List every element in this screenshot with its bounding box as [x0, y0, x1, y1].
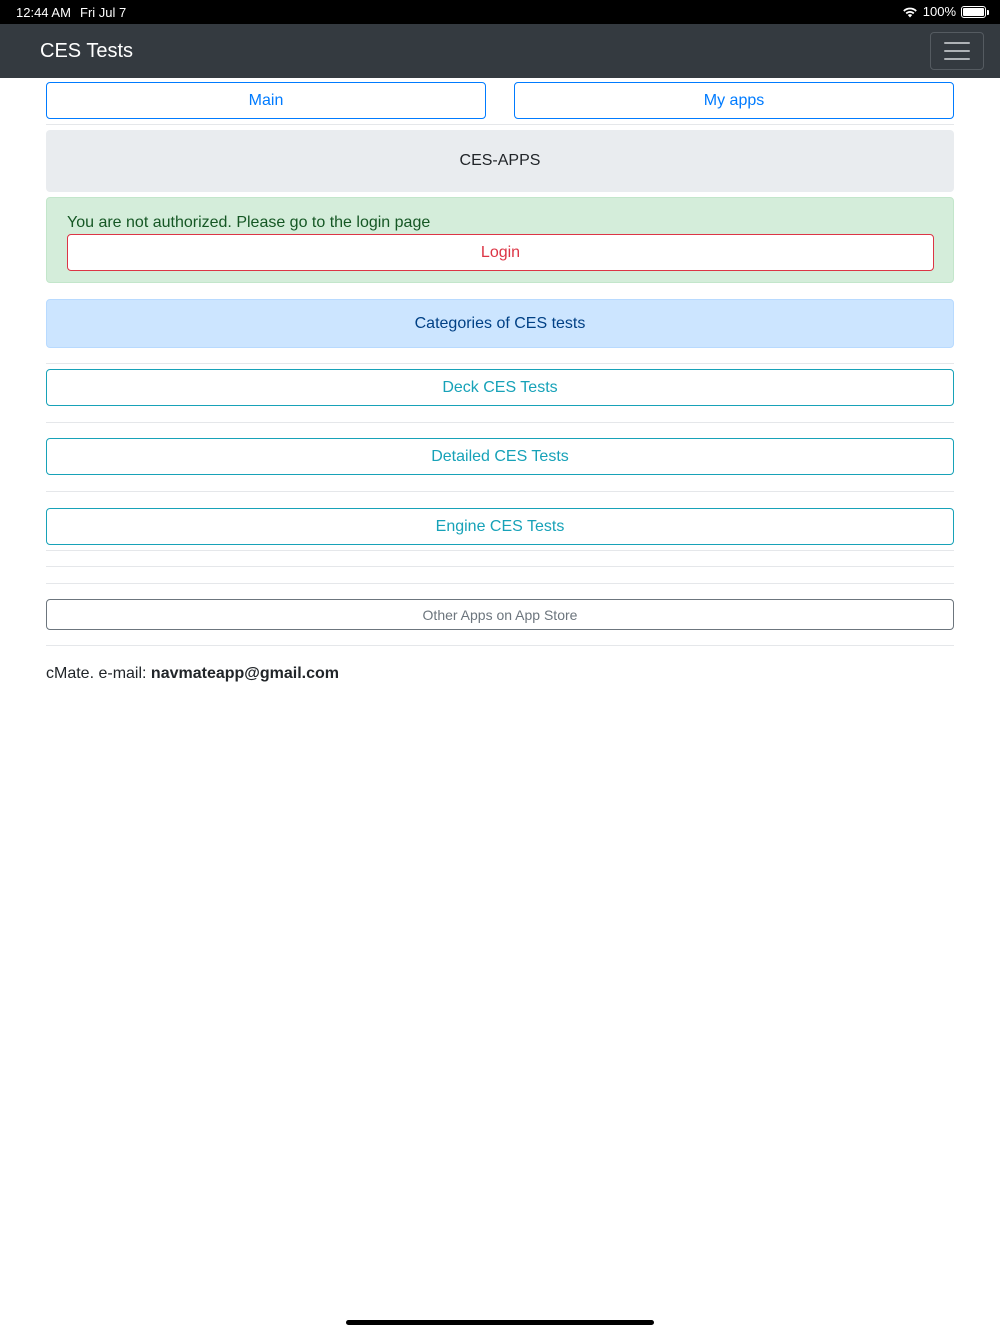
battery-percent: 100% — [922, 4, 956, 19]
footer-prefix: cMate. e-mail: — [46, 665, 151, 682]
detailed-ces-tests-button[interactable]: Detailed CES Tests — [46, 438, 954, 475]
divider — [46, 566, 954, 567]
status-date: Fri Jul 7 — [80, 5, 127, 20]
divider — [46, 363, 954, 364]
hamburger-line — [944, 42, 970, 44]
page-title: CES-APPS — [46, 130, 954, 192]
status-time: 12:44 AM — [16, 5, 71, 20]
hamburger-line — [944, 58, 970, 60]
login-button[interactable]: Login — [67, 234, 934, 271]
divider — [46, 124, 954, 125]
navbar-brand[interactable]: CES Tests — [40, 40, 133, 62]
divider — [46, 583, 954, 584]
other-apps-button[interactable]: Other Apps on App Store — [46, 599, 954, 630]
battery-fill — [963, 8, 984, 16]
auth-alert — [46, 197, 954, 283]
divider — [46, 422, 954, 423]
status-bar — [0, 0, 1000, 24]
my-apps-button[interactable]: My apps — [514, 82, 954, 119]
divider — [46, 645, 954, 646]
hamburger-icon[interactable] — [930, 32, 984, 70]
auth-alert-message: You are not authorized. Please go to the login page — [67, 214, 431, 231]
categories-heading: Categories of CES tests — [46, 299, 954, 348]
hamburger-line — [944, 50, 970, 52]
navbar — [0, 24, 1000, 78]
divider — [46, 550, 954, 551]
main-button[interactable]: Main — [46, 82, 486, 119]
divider — [46, 491, 954, 492]
footer — [46, 665, 339, 683]
deck-ces-tests-button[interactable]: Deck CES Tests — [46, 369, 954, 406]
wifi-icon — [902, 6, 918, 18]
status-indicators — [902, 4, 986, 19]
home-indicator — [346, 1320, 654, 1325]
battery-icon — [961, 6, 986, 18]
engine-ces-tests-button[interactable]: Engine CES Tests — [46, 508, 954, 545]
footer-email[interactable]: navmateapp@gmail.com — [150, 665, 340, 682]
